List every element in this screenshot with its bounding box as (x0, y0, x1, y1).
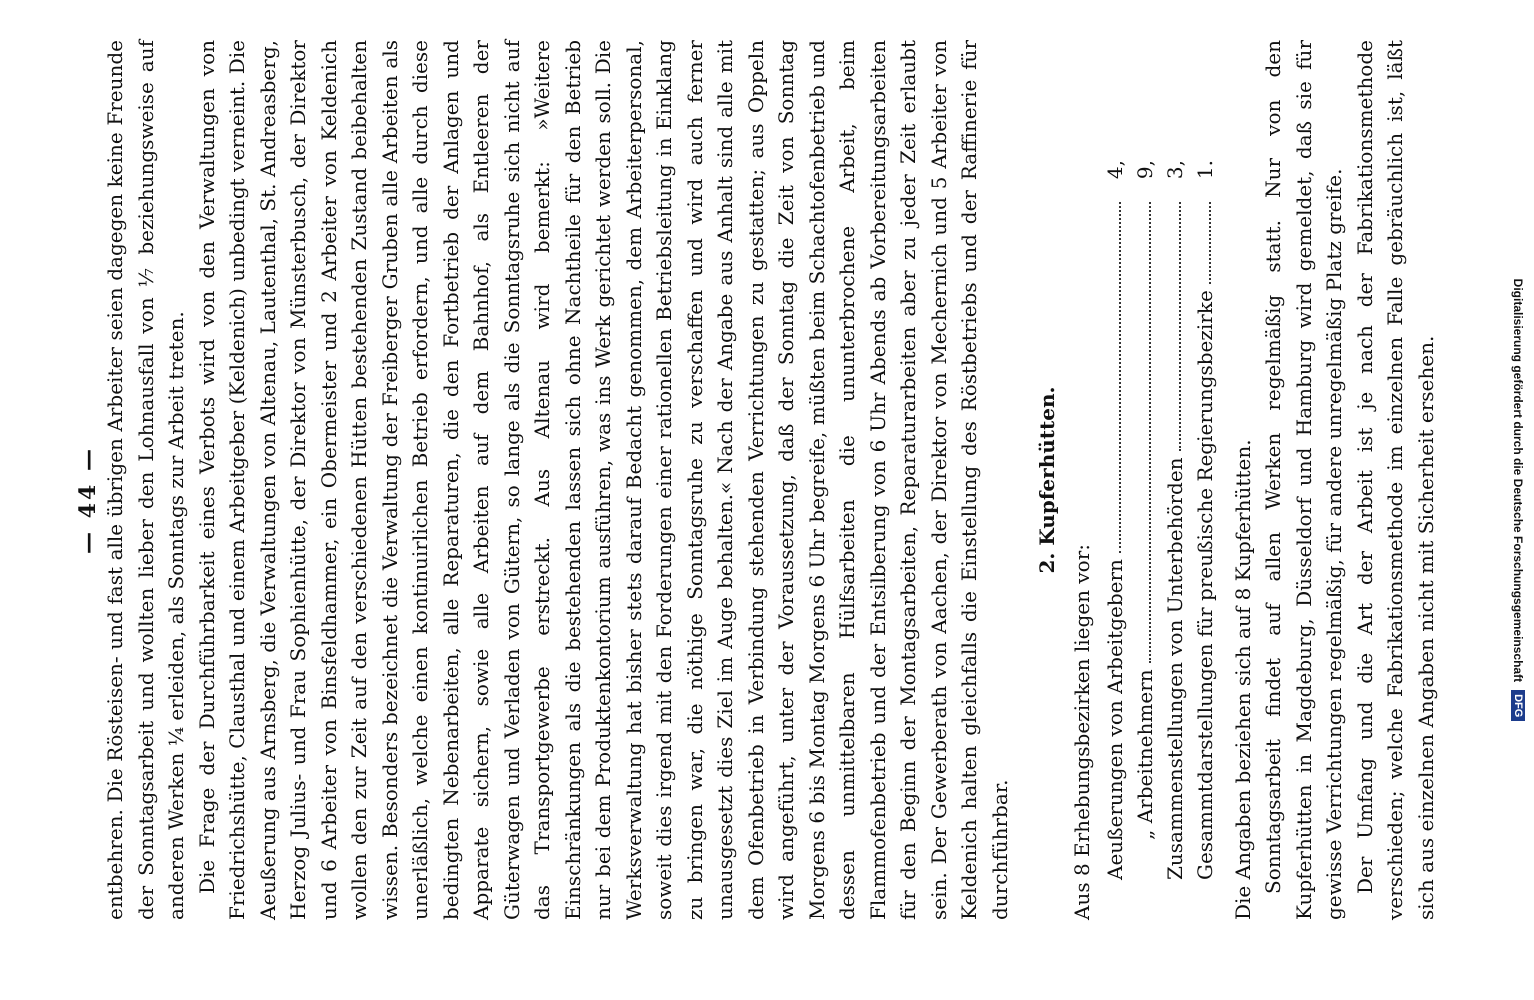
list-item (1130, 160, 1160, 880)
stamp-text: Digitalisierung gefördert durch die Deutsche Forschungsgemeinschaft (1511, 278, 1525, 683)
list-item-value: 3, (1162, 160, 1187, 180)
paragraph: entbehren. Die Rösteisen- und fast alle übrigen Arbeiter seien dagegen keine Freunde der Sonntagsarbeit und wollten lieber den Lohnausfall von ⅐ beziehungsweise auf anderen Werken ¼ erleiden, als Sonntags zur Arbeit treten. (103, 40, 188, 920)
paragraph: Der Umfang und die Art der Arbeit ist je nach der Fabrikationsmethode verschieden; welche Fabrikationsmethode im einzelnen Falle gebräuchlich ist, läßt sich aus einzelnen Angaben nicht mit Sicherheit ersehen. (1352, 40, 1438, 920)
dfg-logo: DFG (1511, 690, 1525, 721)
paragraph: Die Frage der Durchführbarkeit eines Verbots wird von den Verwaltungen von Friedrichshütte, Clausthal und einem Arbeitgeber (Keldenich) unbedingt verneint. Die Aeußerung aus Arnsberg, die Verwaltungen von Altenau, Lautenthal, St. Andreasberg, Herzog Julius- und Frau Sophienhütte, der Direktor von Münsterbusch, der Direktor und 6 Arbeiter von Binsfeldhammer, ein Obermeister und 2 Arbeiter von Keldenich wollen den zur Zeit auf den verschiedenen Hütten bestehenden Zustand beibehalten wissen. Besonders bezeichnet die Verwaltung der Freiberger Gruben alle Arbeiten als unerläßlich, welche einen kontinuirlichen Betrieb erfordern, und alle durch diese bedingten Nebenarbeiten, alle Reparaturen, die den Fortbetrieb der Anlagen und Apparate sichern, sowie alle Arbeiten auf dem Bahnhof, als Entleeren der Güterwagen und Verladen von Gütern, so lange als die Sonntagsruhe sich nicht auf das Transportgewerbe erstreckt. Aus Altenau wird bemerkt: »Weitere Einschränkungen als die bestehenden lassen sich ohne Nachtheile für den Betrieb nur bei dem Produktenkontorium ausführen, was ins Werk gerichtet werden soll. Die Werksverwaltung hat bisher stets darauf Bedacht genommen, dem Arbeiterpersonal, soweit dies irgend mit den Forderungen einer rationellen Betriebsleitung in Einklang zu bringen war, die nöthige Sonntagsruhe zu verschaffen und wird auch ferner unausgesetzt dies Ziel im Auge behalten.« Nach der Angabe aus Anhalt sind alle mit dem Ofenbetrieb in Verbindung stehenden Verrichtungen zu gestatten; aus Oppeln wird angeführt, unter der Voraussetzung, daß der Sonntag die Zeit von Sonntag Morgens 6 bis Montag Morgens 6 Uhr begreife, müßten beim Schachtofenbetrieb und dessen unmittelbaren Hülfsarbeiten die ununterbrochene Arbeit, beim Flammofenbetrieb und der Entsilberung von 6 Uhr Abends ab Vorbereitungsarbeiten für den Beginn der Montagsarbeiten, Reparaturarbeiten aber zu jeder Zeit erlaubt sein. Der Gewerberath von Aachen, der Direktor von Mechernich und 5 Arbeiter von Keldenich halten gleichfalls die Einstellung des Röstbetriebs und der Raffinerie für durchführbar. (194, 40, 1012, 920)
list-item-label: Aeußerungen von Arbeitgebern (1102, 559, 1127, 880)
document-body (100, 40, 1441, 920)
list-item-value: 4, (1102, 160, 1127, 180)
dot-leader (1100, 202, 1121, 553)
dot-leader (1160, 202, 1181, 451)
dot-leader (1130, 202, 1151, 663)
digitization-stamp (1500, 10, 1534, 990)
list-item (1100, 160, 1130, 880)
list-intro: Aus 8 Erhebungsbezirken liegen vor: (1070, 543, 1094, 920)
list-item-label: „ Arbeitnehmern (1132, 669, 1157, 840)
statistics-list (1100, 160, 1220, 880)
section-heading: 2. Kupferhütten. (1035, 386, 1059, 574)
paragraph: Die Angaben beziehen sich auf 8 Kupferhütten. (1230, 439, 1255, 920)
paragraph: Sonntagsarbeit findet auf allen Werken regelmäßig statt. Nur von den Kupferhütten in Magdeburg, Düsseldorf und Hamburg wird gemeldet, daß sie für gewisse Verrichtungen regelmäßig, für andere unregelmäßig Platz greife. (1261, 40, 1346, 920)
list-item (1160, 160, 1190, 880)
dot-leader (1190, 202, 1211, 284)
page-number: — 44 — (75, 446, 101, 554)
list-item-label: Zusammenstellungen von Unterbehörden (1162, 457, 1187, 880)
list-item-label: Gesammtdarstellungen für preußische Regierungsbezirke (1192, 290, 1217, 880)
list-item-value: 9, (1132, 160, 1157, 180)
list-item (1190, 160, 1220, 880)
list-item-value: 1. (1192, 160, 1217, 180)
rotated-document-page (40, 20, 1490, 980)
